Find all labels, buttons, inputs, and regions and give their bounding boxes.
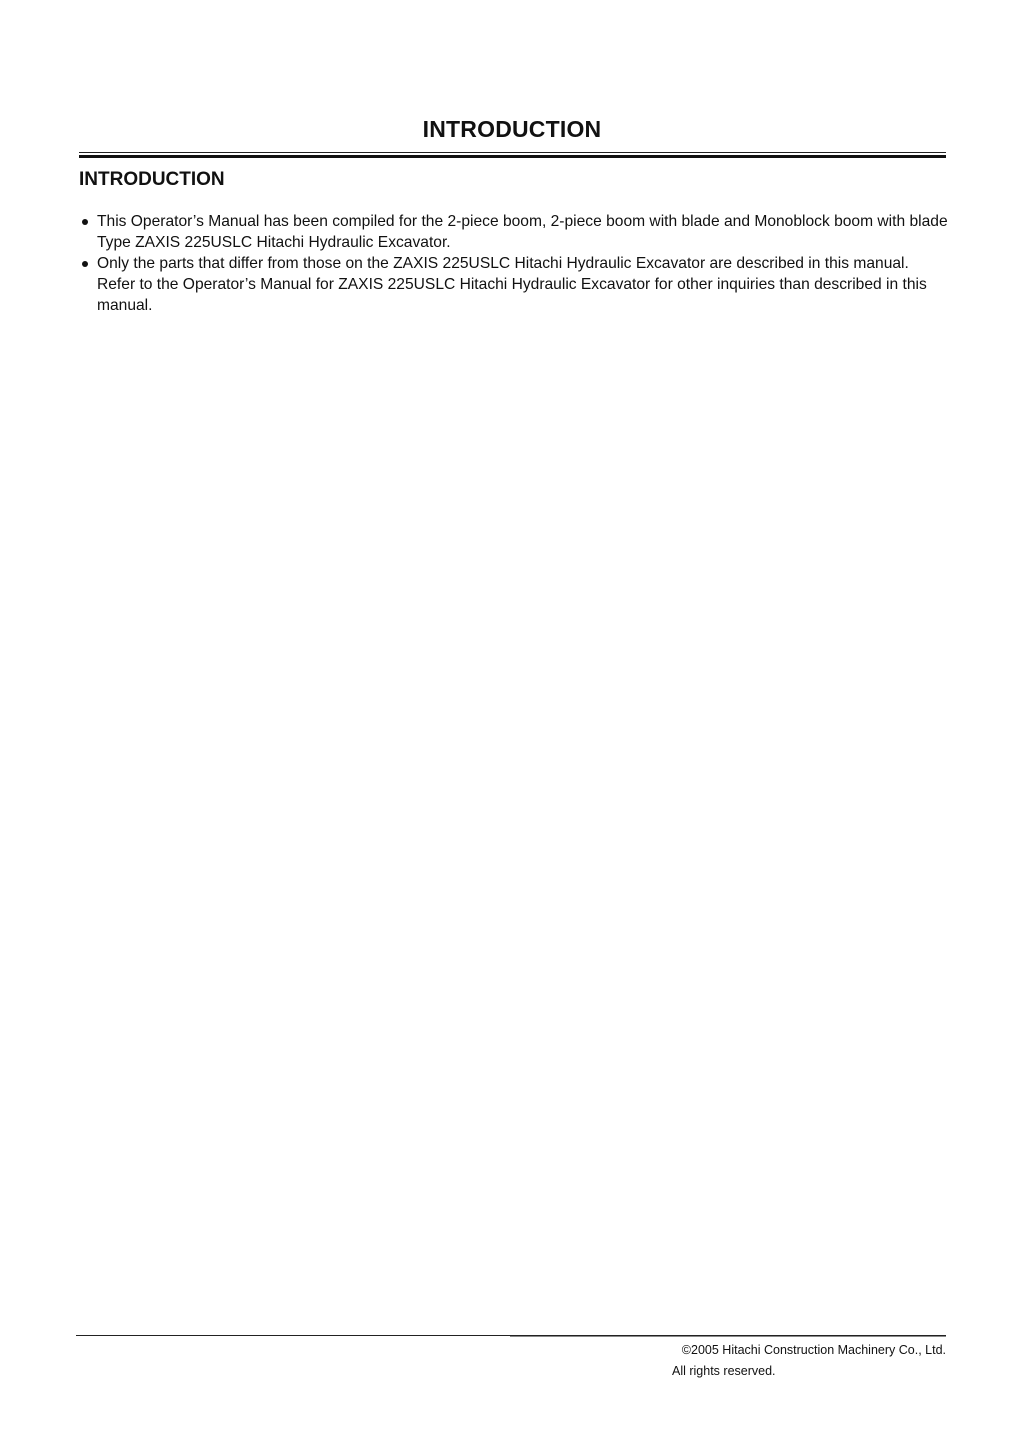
bullet-icon bbox=[82, 261, 88, 267]
bullet-icon bbox=[82, 219, 88, 225]
rights-notice: All rights reserved. bbox=[672, 1364, 776, 1378]
copyright-notice: ©2005 Hitachi Construction Machinery Co., Ltd. bbox=[681, 1343, 946, 1357]
header-divider-thin bbox=[79, 152, 946, 153]
list-item bbox=[79, 253, 949, 316]
section-heading: INTRODUCTION bbox=[79, 169, 225, 190]
list-item-text: This Operator’s Manual has been compiled for the 2-piece boom, 2-piece boom with blade and Monoblock boom with blade Type ZAXIS 225USLC Hitachi Hydraulic Excavator. bbox=[97, 213, 948, 251]
list-item bbox=[79, 211, 949, 253]
list-item-text: Only the parts that differ from those on the ZAXIS 225USLC Hitachi Hydraulic Excavator are described in this manual. Refer to the Operator’s Manual for ZAXIS 225USLC Hitachi Hydraulic Excavator for other inquiries than described in this manual. bbox=[97, 255, 927, 314]
bullet-list bbox=[79, 211, 949, 316]
footer-divider-shadow bbox=[510, 1336, 946, 1337]
page-title: INTRODUCTION bbox=[422, 116, 602, 142]
header-divider-thick bbox=[79, 155, 946, 158]
